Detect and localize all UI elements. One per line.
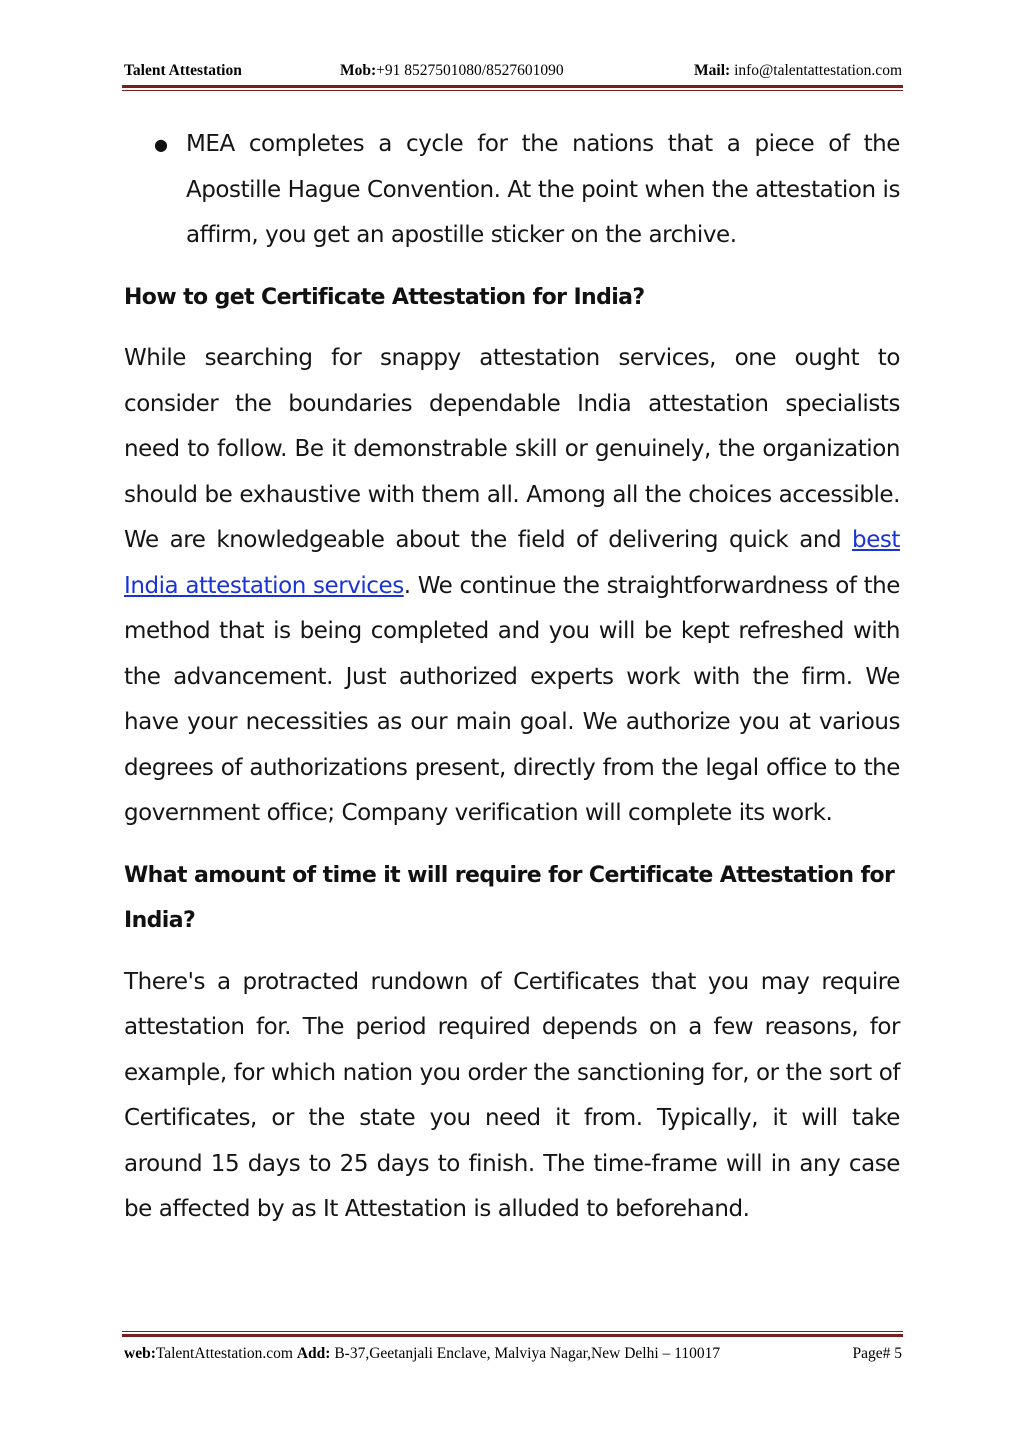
bullet-icon: ● — [154, 135, 168, 154]
header-mail-label: Mail: — [694, 62, 731, 79]
header-rule-thin — [122, 90, 903, 91]
header-mobile — [340, 62, 564, 80]
footer-address-value: B-37,Geetanjali Enclave, Malviya Nagar,New Delhi – 110017 — [334, 1345, 721, 1362]
main-content — [124, 122, 900, 1233]
footer-web-label: web: — [124, 1345, 156, 1362]
header-rule-thick — [122, 85, 903, 88]
footer-address-label: Add: — [296, 1345, 331, 1362]
header-mail-value: info@talentattestation.com — [734, 62, 902, 79]
header-mobile-label: Mob: — [340, 62, 377, 79]
footer-rule-thick — [122, 1334, 903, 1337]
paragraph-how-to-get — [124, 336, 900, 837]
paragraph-time-required: There's a protracted rundown of Certificates that you may require attestation for. The period required depends on a few reasons, for example, for which nation you order the sanctioning for, or the sort of Certificates, or the state you need it from. Typically, it will take around 15 days to 25 days to finish. The time-frame will in any case be affected by as It Attestation is alluded to beforehand. — [124, 968, 900, 1222]
footer-rule-thin — [122, 1331, 903, 1332]
section-heading-time-required: What amount of time it will require for Certificate Attestation for India? — [124, 862, 895, 933]
paragraph-text-after-link: . We continue the straightforwardness of the method that is being completed and you will be kept refreshed with the advancement. Just authorized experts work with the firm. We have your necessities as our main goal. We authorize you at various degrees of authorizations present, directly from the legal office to the government office; Company verification will complete its work. — [124, 572, 900, 826]
bullet-text: MEA completes a cycle for the nations that a piece of the Apostille Hague Convention. At the point when the attestation is affirm, you get an apostille sticker on the archive. — [186, 131, 900, 248]
page-number: Page# 5 — [852, 1345, 902, 1362]
best-india-attestation-services-link[interactable]: best India attestation services — [124, 527, 900, 599]
page-footer — [124, 1345, 902, 1367]
section-heading-how-to-get: How to get Certificate Attestation for India? — [124, 284, 645, 310]
bullet-item — [124, 122, 900, 259]
header-mail — [694, 62, 902, 80]
header-brand: Talent Attestation — [124, 62, 242, 79]
header-mobile-value: +91 8527501080/8527601090 — [376, 62, 564, 79]
footer-contact — [124, 1345, 720, 1363]
page-header — [124, 62, 902, 84]
paragraph-text-before-link: While searching for snappy attestation services, one ought to consider the boundaries dependable India attestation specialists need to follow. Be it demonstrable skill or genuinely, the organization should be exhaustive with them all. Among all the choices accessible. We are knowledgeable about the field of delivering quick and — [124, 345, 900, 553]
footer-web-value: TalentAttestation.com — [155, 1345, 293, 1362]
